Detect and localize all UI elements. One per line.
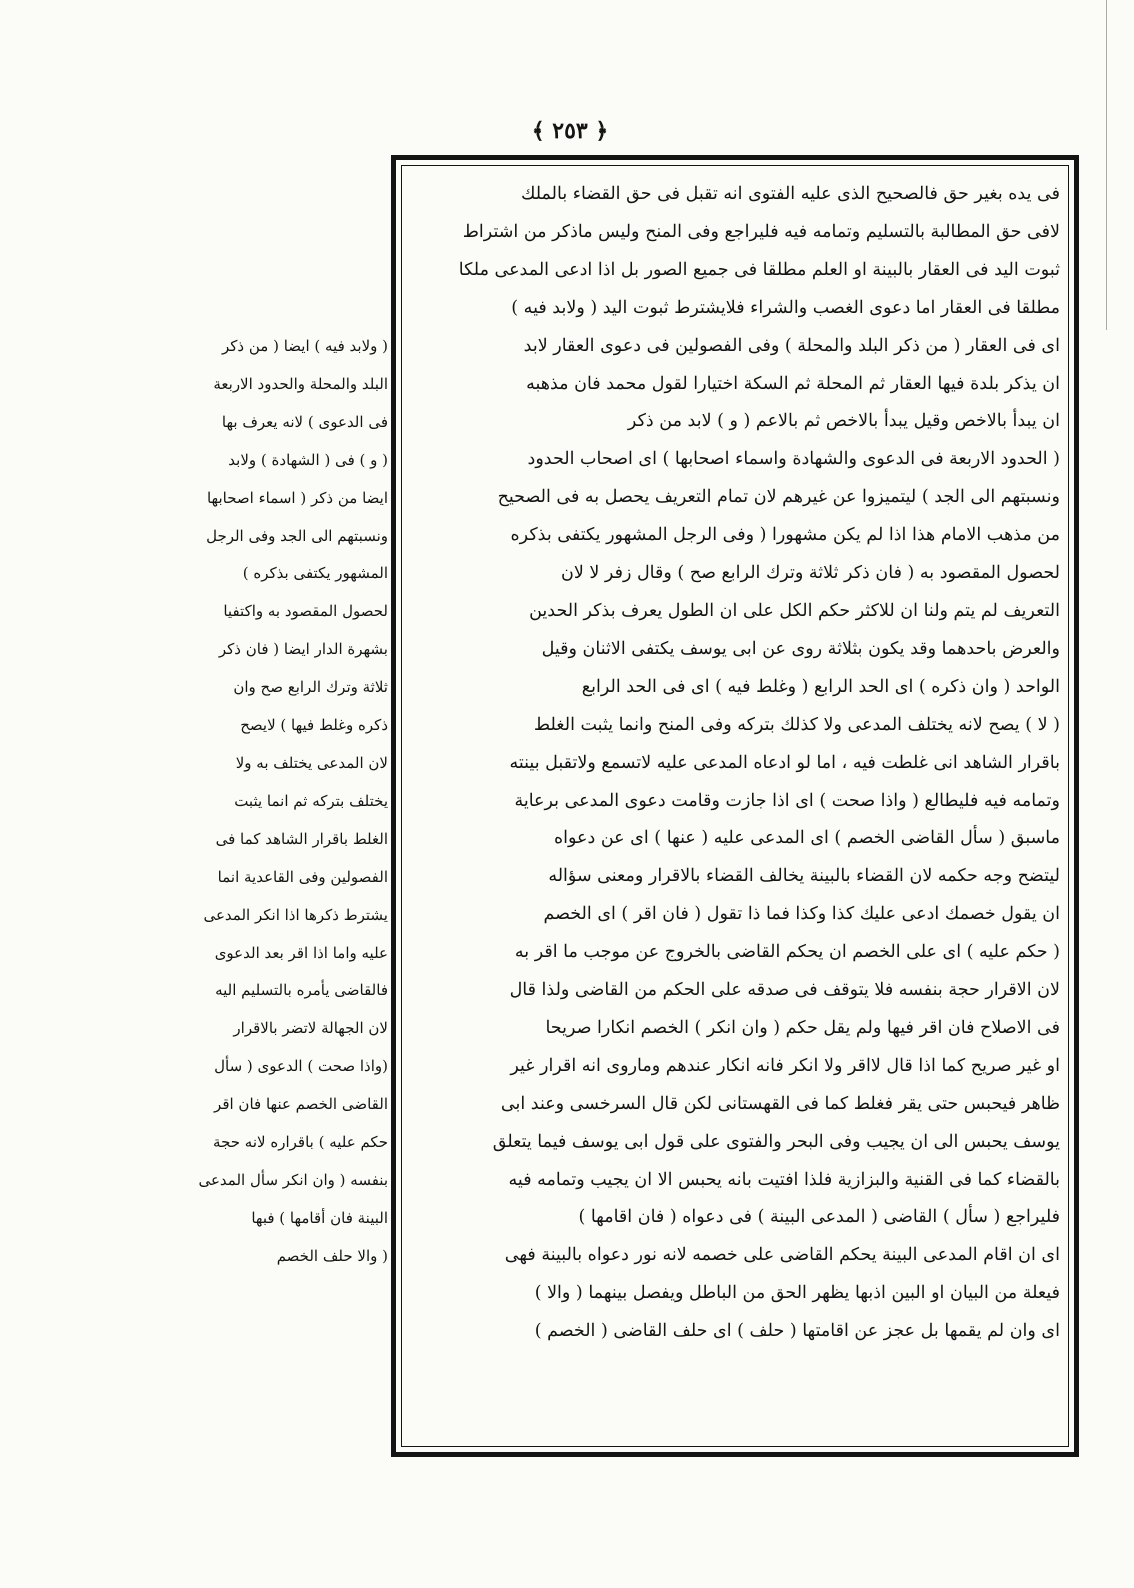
margin-text-line: بشهرة الدار ايضا ( فان ذكر	[218, 640, 388, 659]
main-text-line: فى يده بغير حق فالصحيح الذى عليه الفتوى انه تقبل فى حق القضاء بالملك	[521, 184, 1060, 204]
main-text-line: يوسف يحبس الى ان يجيب وفى البحر والفتوى على قول ابى يوسف فيما يتعلق	[492, 1131, 1060, 1152]
margin-text-line: ( والا حلف الخصم	[276, 1246, 388, 1265]
main-text-line: ان يبدأ بالاخص وقيل يبدأ بالاخص ثم بالاعم ( و ) لابد من ذكر	[627, 411, 1060, 432]
main-text-line: بالقضاء كما فى القنية والبزازية فلذا افتيت بانه يحبس الا ان يجيب وتمامه فيه	[508, 1169, 1060, 1190]
margin-text-line: بنفسه ( وان انكر سأل المدعى	[198, 1170, 388, 1189]
main-text-line: ظاهر فيحبس حتى يقر فغلط كما فى القهستانى لكن قال السرخسى وعند ابى	[500, 1093, 1060, 1114]
main-text-frame	[391, 155, 1079, 1457]
main-text-line: وتمامه فيه فليطالع ( واذا صحت ) اى اذا جازت وقامت دعوى المدعى برعاية	[514, 790, 1060, 811]
main-text-line: فيعلة من البيان او البين اذبها يظهر الحق من الباطل ويفصل بينهما ( والا )	[534, 1283, 1060, 1304]
margin-text-line: يختلف بتركه ثم انما يثبت	[234, 791, 388, 810]
margin-text-line: (واذا صحت ) الدعوى ( سأل	[214, 1057, 388, 1076]
margin-text-line: القاضى الخصم عنها فان اقر	[214, 1095, 388, 1114]
margin-text-line: الغلط باقرار الشاهد كما فى	[215, 829, 388, 848]
margin-text-line: لان المدعى يختلف به ولا	[235, 753, 388, 772]
main-text-line: او غير صريح كما اذا قال لااقر ولا انكر فانه انكار عندهم وماروى انه اقرار غير	[510, 1055, 1060, 1076]
margin-text-line: البينة فان أقامها ) فبها	[251, 1208, 388, 1227]
main-text-line: اى ان اقام المدعى البينة يحكم القاضى على خصمه لانه نور دعواه بالبينة فهى	[504, 1245, 1060, 1266]
commentary-text-block	[410, 176, 1060, 1351]
main-text-line: ان يذكر بلدة فيها العقار ثم المحلة ثم السكة اختيارا لقول محمد فان مذهبه	[526, 373, 1060, 394]
main-text-line: ليتضح وجه حكمه لان القضاء بالبينة يخالف القضاء بالاقرار ومعنى سؤاله	[548, 866, 1060, 887]
main-text-line: ان يقول خصمك ادعى عليك كذا وكذا فما ذا تقول ( فان اقر ) اى الخصم	[543, 904, 1060, 925]
main-text-line: لافى حق المطالبة بالتسليم وتمامه فيه فليراجع وفى المنح وليس ماذكر من اشتراط	[462, 221, 1060, 242]
margin-text-line: لان الجهالة لاتضر بالاقرار	[233, 1019, 388, 1038]
main-text-line: من مذهب الامام هذا اذا لم يكن مشهورا ( وفى الرجل المشهور يكتفى بذكره	[510, 525, 1060, 546]
margin-text-line: المشهور يكتفى بذكره )	[242, 564, 388, 583]
margin-text-line: ونسبتهم الى الجد وفى الرجل	[206, 526, 388, 545]
main-text-line: ( لا ) يصح لانه يختلف المدعى ولا كذلك بتركه وفى المنح وانما يثبت الغلط	[533, 714, 1060, 735]
main-text-line: ( الحدود الاربعة فى الدعوى والشهادة واسماء اصحابها ) اى اصحاب الحدود	[527, 449, 1060, 470]
main-text-line: باقرار الشاهد انى غلطت فيه ، اما لو ادعاه المدعى عليه لاتسمع ولاتقبل بينته	[509, 752, 1060, 773]
main-text-line: لان الاقرار حجة بنفسه فلا يتوقف فى صدقه على الحكم من القاضى ولذا قال	[509, 980, 1060, 1001]
margin-matn-text-block	[198, 328, 388, 1276]
main-text-line: فليراجع ( سأل ) القاضى ( المدعى البينة ) فى دعواه ( فان اقامها )	[578, 1207, 1060, 1228]
main-text-line: ماسبق ( سأل القاضى الخصم ) اى المدعى عليه ( عنها ) اى عن دعواه	[553, 828, 1060, 849]
margin-text-line: لحصول المقصود به واكتفيا	[223, 602, 388, 621]
margin-text-line: فى الدعوى ) لانه يعرف بها	[221, 412, 388, 431]
main-text-line: ( حكم عليه ) اى على الخصم ان يحكم القاضى بالخروج عن موجب ما اقر به	[514, 942, 1060, 963]
margin-text-line: يشترط ذكرها اذا انكر المدعى	[203, 905, 388, 924]
margin-text-line: البلد والمحلة والحدود الاربعة	[213, 374, 388, 393]
margin-text-line: ( و ) فى ( الشهادة ) ولابد	[228, 450, 388, 469]
main-text-line: اى وان لم يقمها بل عجز عن اقامتها ( حلف ) اى حلف القاضى ( الخصم )	[534, 1321, 1060, 1342]
page-edge-mark	[1106, 0, 1107, 330]
margin-text-line: ثلاثة وترك الرابع صح وان	[233, 678, 388, 697]
main-text-line: ثبوت اليد فى العقار بالبينة او العلم مطلقا فى جميع الصور بل اذا ادعى المدعى ملكا	[458, 259, 1060, 280]
main-text-line: التعريف لم يتم ولنا ان للاكثر حكم الكل على ان الطول يعرف بذكر الحدين	[529, 600, 1060, 621]
margin-text-line: حكم عليه ) باقراره لانه حجة	[213, 1133, 388, 1152]
main-text-line: والعرض باحدهما وقد يكون بثلاثة روى عن ابى يوسف يكتفى الاثنان وقيل	[541, 638, 1060, 659]
main-text-line: ونسبتهم الى الجد ) ليتميزوا عن غيرهم لان تمام التعريف يحصل به فى الصحيح	[497, 487, 1060, 508]
main-text-line: فى الاصلاح فان اقر فيها ولم يقل حكم ( وان انكر ) الخصم انكارا صريحا	[545, 1017, 1060, 1038]
main-text-line: لحصول المقصود به ( فان ذكر ثلاثة وترك الرابع صح ) وقال زفر لا لان	[560, 563, 1060, 584]
margin-text-line: فالقاضى يأمره بالتسليم اليه	[215, 981, 388, 1000]
margin-text-line: ( ولابد فيه ) ايضا ( من ذكر	[222, 337, 388, 355]
main-text-line: الواحد ( وان ذكره ) اى الحد الرابع ( وغلط فيه ) اى فى الحد الرابع	[581, 676, 1060, 697]
margin-text-line: عليه واما اذا اقر بعد الدعوى	[214, 943, 388, 962]
margin-text-line: ذكره وغلط فيها ) لايصح	[240, 716, 388, 735]
main-text-line: اى فى العقار ( من ذكر البلد والمحلة ) وفى الفصولين فى دعوى العقار لابد	[523, 335, 1060, 356]
page-number: ﴾ ٢٥٣ ﴿	[531, 118, 609, 144]
main-text-line: مطلقا فى العقار اما دعوى الغصب والشراء فلايشترط ثبوت اليد ( ولابد فيه )	[511, 297, 1060, 318]
margin-text-line: ايضا من ذكر ( اسماء اصحابها	[206, 488, 388, 507]
margin-text-line: الفصولين وفى القاعدية انما	[217, 867, 388, 886]
